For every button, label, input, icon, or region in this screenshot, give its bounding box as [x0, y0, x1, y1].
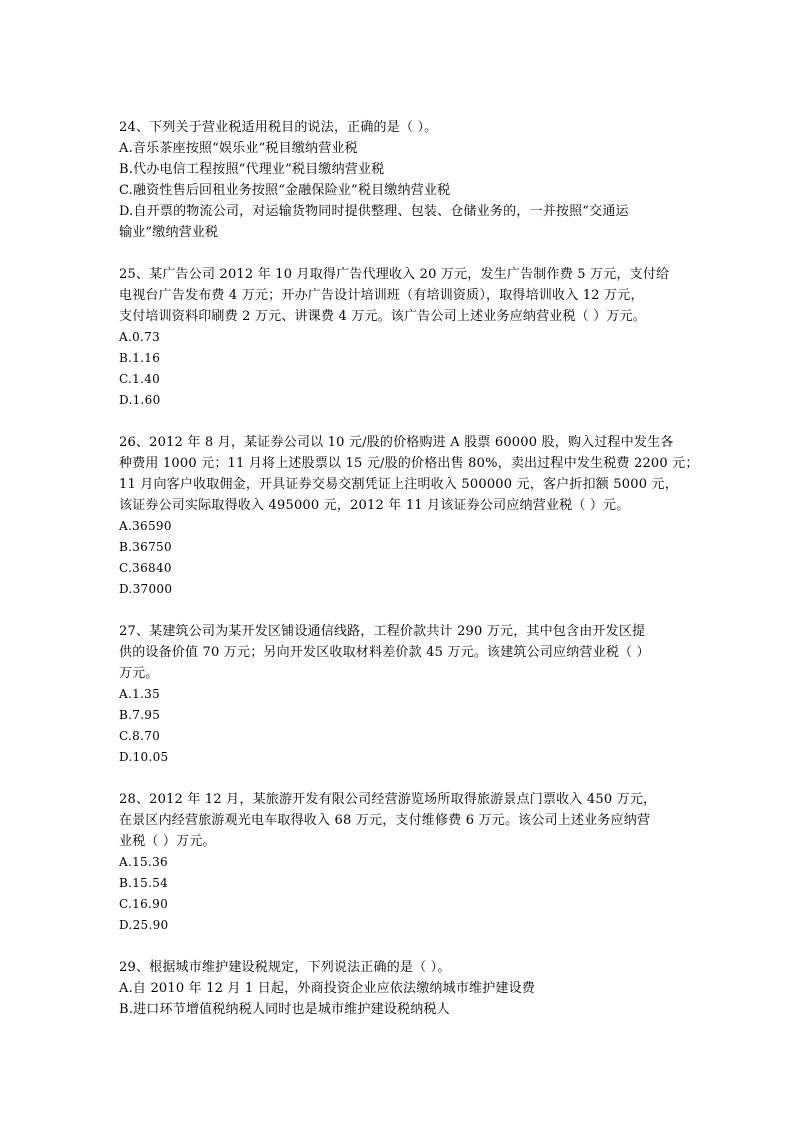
stem-line: 在景区内经营旅游观光电车取得收入 68 万元，支付维修费 6 万元。该公司上述业务应纳营 [119, 813, 651, 828]
option-b: B.1.16 [119, 351, 161, 365]
option-b: B.36750 [119, 540, 172, 554]
question-stem [119, 789, 684, 852]
question-stem [119, 432, 699, 516]
option-d: D.自开票的物流公司，对运输货物同时提供整理、包装、仓储业务的，一并按照“交通运 [119, 204, 629, 219]
stem-line: 28、2012 年 12 月，某旅游开发有限公司经营游览场所取得旅游景点门票收入 450 万元， [119, 792, 657, 807]
option-c: C.1.40 [119, 372, 161, 386]
option-a: A.36590 [119, 519, 172, 533]
option-d: D.1.60 [119, 393, 161, 407]
stem-line: 支付培训资料印刷费 2 万元、讲课费 4 万元。该广告公司上述业务应纳营业税（ ）万元。 [119, 309, 647, 324]
stem-line: 29、根据城市维护建设税规定，下列说法正确的是（ ）。 [119, 960, 451, 975]
stem-line: 27、某建筑公司为某开发区铺设通信线路，工程价款共计 290 万元，其中包含由开发区提 [119, 624, 646, 639]
option-b: B.进口环节增值税纳税人同时也是城市维护建设税纳税人 [119, 1002, 450, 1017]
stem-line: 电视台广告发布费 4 万元；开办广告设计培训班（有培训资质），取得培训收入 12 万元， [119, 288, 644, 303]
option-c: C.36840 [119, 561, 172, 575]
option-a: A.0.73 [119, 330, 160, 344]
option-b: B.15.54 [119, 876, 169, 890]
option-d-continued: 输业”缴纳营业税 [119, 225, 219, 240]
stem-line: 种费用 1000 元；11 月将上述股票以 15 元/股的价格出售 80%，卖出过程中发生税费 2200 元； [119, 456, 699, 471]
option-a: A.自 2010 年 12 月 1 日起，外商投资企业应依法缴纳城市维护建设费 [119, 981, 536, 996]
option-d: D.25.90 [119, 918, 169, 932]
question-stem [119, 621, 684, 684]
stem-line: 25、某广告公司 2012 年 10 月取得广告代理收入 20 万元，发生广告制作费 5 万元，支付给 [119, 267, 670, 282]
option-c: C.16.90 [119, 897, 169, 911]
stem-line: 11 月向客户收取佣金，开具证券交易交割凭证上注明收入 500000 元，客户折扣额 5000 元， [119, 477, 678, 492]
option-a: A.15.36 [119, 855, 168, 869]
document-page [119, 117, 699, 1041]
option-d: D.37000 [119, 582, 173, 596]
option-d: D.10.05 [119, 750, 169, 764]
stem-line: 万元。 [119, 666, 159, 681]
stem-line: 该证券公司实际取得收入 495000 元，2012 年 11 月该证券公司应纳营业税（ ）元。 [119, 498, 630, 513]
question-27 [119, 621, 684, 768]
question-stem [119, 264, 684, 327]
stem-line: 24、下列关于营业税适用税目的说法，正确的是（ ）。 [119, 120, 438, 135]
option-b: B.代办电信工程按照“代理业”税目缴纳营业税 [119, 162, 385, 177]
question-29 [119, 957, 684, 1020]
question-24 [119, 117, 684, 243]
question-28 [119, 789, 684, 936]
question-26 [119, 432, 699, 600]
option-b: B.7.95 [119, 708, 161, 722]
question-25 [119, 264, 684, 411]
stem-line: 供的设备价值 70 万元；另向开发区收取材料差价款 45 万元。该建筑公司应纳营业税（ ） [119, 645, 650, 660]
stem-line: 26、2012 年 8 月，某证券公司以 10 元/股的价格购进 A 股票 60000 股，购入过程中发生各 [119, 435, 674, 450]
option-c: C.8.70 [119, 729, 161, 743]
option-a: A.1.35 [119, 687, 160, 701]
question-stem [119, 117, 684, 138]
option-c: C.融资性售后回租业务按照“金融保险业”税目缴纳营业税 [119, 183, 451, 198]
stem-line: 业税（ ）万元。 [119, 834, 216, 849]
question-stem [119, 957, 684, 978]
option-a: A.音乐茶座按照“娱乐业”税目缴纳营业税 [119, 141, 358, 156]
